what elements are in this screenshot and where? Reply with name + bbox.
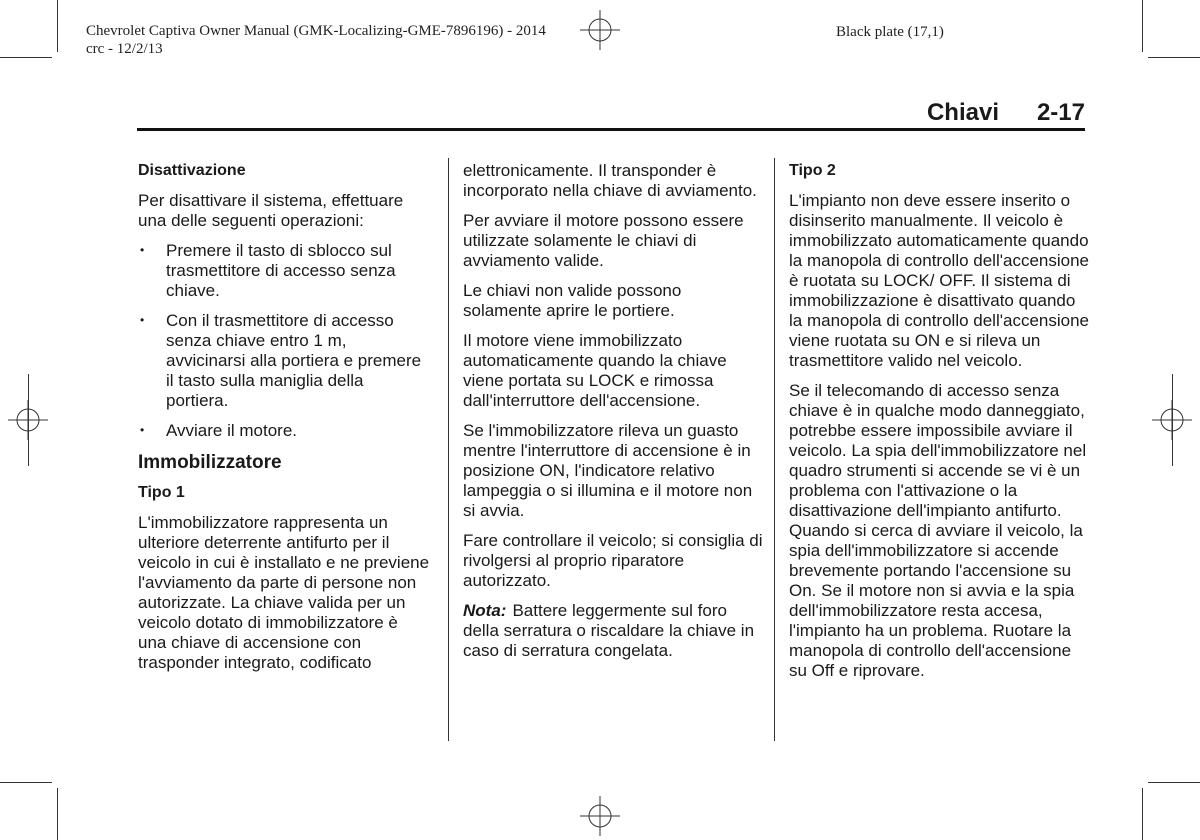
list-item: • Avviare il motore. [140,421,298,440]
note-label: Nota: [463,601,507,620]
list-item: • Premere il tasto di sblocco sul trasmettitore di accesso senza chiave. [140,241,396,300]
page-header [137,99,1085,127]
column-2 [463,161,763,671]
paragraph: Il motore viene immobilizzato automaticamente quando la chiave viene portata su LOCK e rimossa dall'interruttore dell'accensione. [463,331,727,410]
bullet-icon: • [140,313,145,327]
crop-mark [1172,374,1173,466]
crop-mark [1142,788,1143,840]
paragraph: Per disattivare il sistema, effettuare una delle seguenti operazioni: [138,191,404,230]
crop-mark [1148,57,1200,58]
paragraph: L'impianto non deve essere inserito o disinserito manualmente. Il veicolo è immobilizzato automaticamente quando la manopola di controllo dell'accensione è ruotata su LOCK/ OFF. Il sistema di immobilizzazione è disattivato quando la manopola di controllo dell'accensione viene ruotata su ON e si rileva un trasmettitore valido nel veicolo. [789,191,1089,370]
header-rule [137,128,1085,131]
crop-mark [0,782,52,783]
page-number: 2-17 [1036,99,1085,126]
paragraph: L'immobilizzatore rappresenta un ulteriore deterrente antifurto per il veicolo in cui è installato e ne previene l'avviamento da parte di persone non autorizzate. La chiave valida per un veicolo dotato di immobilizzatore è una chiave di accensione con trasponder integrato, codificato [138,513,430,672]
registration-mark-icon [580,10,620,50]
slug-date: crc - 12/2/13 [86,41,163,57]
paragraph: Le chiavi non valide possono solamente aprire le portiere. [463,281,682,320]
column-3 [789,161,1089,691]
note-text: Battere leggermente sul foro della serratura o riscaldare la chiave in caso di serratura congelata. [463,601,755,660]
bullet-list [138,241,430,441]
bullet-icon: • [140,423,145,437]
paragraph: Se il telecomando di accesso senza chiave è in qualche modo danneggiato, potrebbe essere impossibile avviare il veicolo. La spia dell'immobilizzatore nel quadro strumenti si accende se vi è un problema con l'attivazione o la disattivazione dell'impianto antifurto. Quando si cerca di avviare il veicolo, la spia dell'immobilizzatore si accende brevemente portando l'accensione su On. Se il motore non si avvia e la spia dell'immobilizzatore resta accesa, l'impianto ha un problema. Ruotare la manopola di controllo dell'accensione su Off e riprovare. [789,381,1087,680]
crop-mark [57,788,58,840]
subheading-tipo-2: Tipo 2 [789,162,836,179]
note [463,601,763,661]
paragraph: Fare controllare il veicolo; si consiglia di rivolgersi al proprio riparatore autorizzato. [463,531,763,590]
paragraph: Se l'immobilizzatore rileva un guasto mentre l'interruttore di accensione è in posizione ON, l'indicatore relativo lampeggia o si illumina e il motore non si avvia. [463,421,753,520]
chapter-title: Chiavi [926,99,999,126]
crop-mark [1142,0,1143,52]
slug-title: Chevrolet Captiva Owner Manual (GMK-Localizing-GME-7896196) - 2014 [86,23,546,39]
bullet-icon: • [140,243,145,257]
crop-mark [57,0,58,52]
subheading-tipo-1: Tipo 1 [138,484,185,501]
print-slug-right: Black plate (17,1) [836,24,944,40]
registration-mark-icon [580,796,620,836]
crop-mark [0,57,52,58]
paragraph: elettronicamente. Il transponder è incorporato nella chiave di avviamento. [463,161,757,200]
crop-mark [1148,782,1200,783]
paragraph: Per avviare il motore possono essere utilizzate solamente le chiavi di avviamento valide. [463,211,744,270]
section-title: Immobilizzatore [138,452,282,473]
column-divider [448,158,449,741]
column-divider [774,158,775,741]
subheading-disattivazione: Disattivazione [138,162,246,179]
list-item: • Con il trasmettitore di accesso senza chiave entro 1 m, avvicinarsi alla portiera e premere il tasto sulla maniglia della portiera. [140,311,422,410]
print-slug-left [86,22,546,58]
column-1 [138,161,430,683]
crop-mark [28,374,29,466]
